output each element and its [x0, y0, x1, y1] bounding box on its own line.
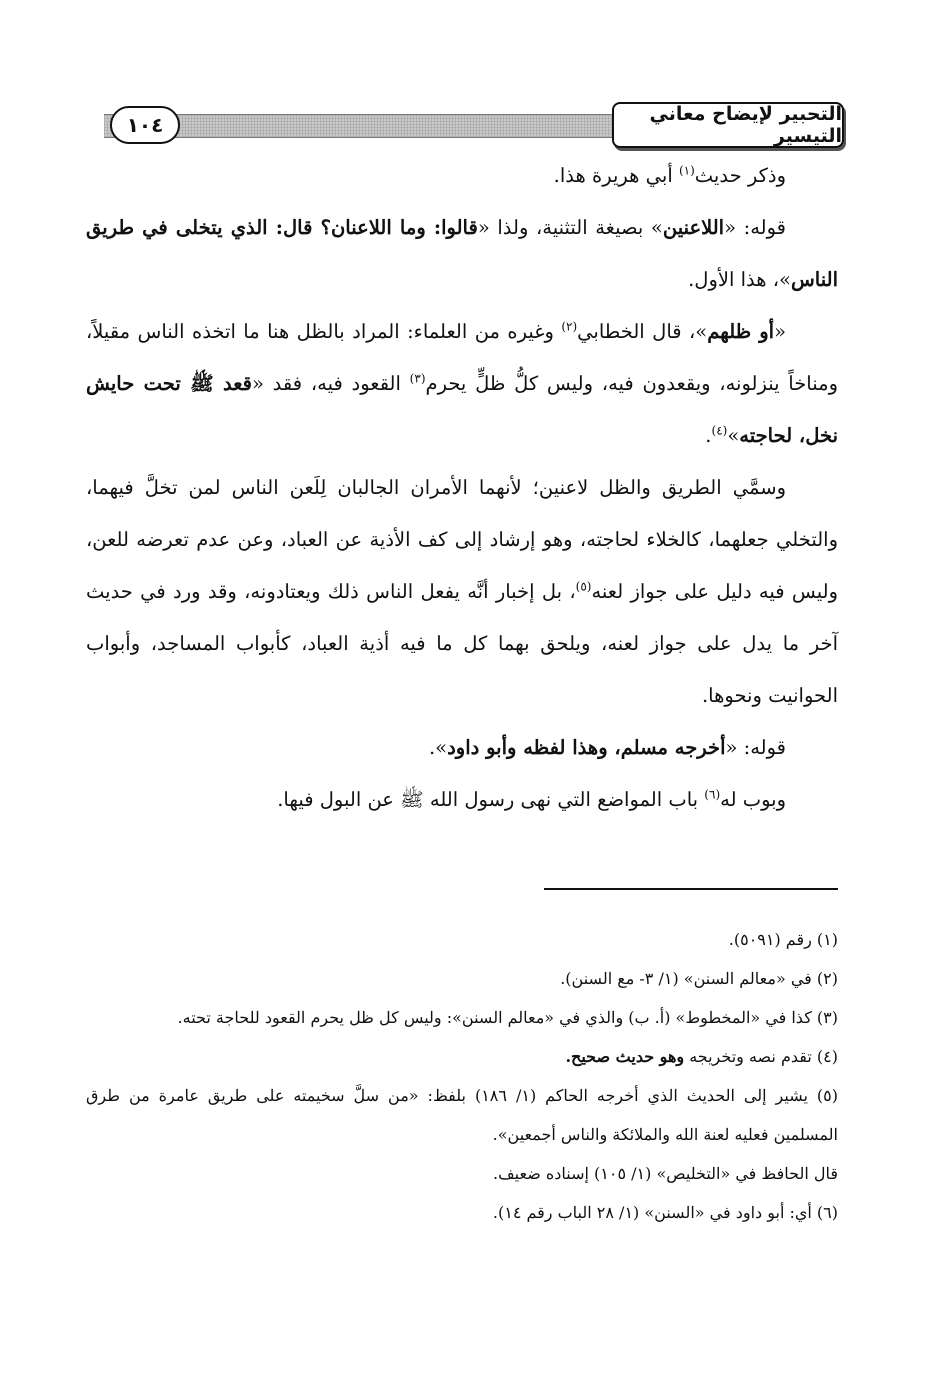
quoted-hadith: قالوا: وما اللاعنان؟ قال: الذي يتخلى في طريق الناس	[86, 216, 838, 291]
footnotes	[86, 920, 838, 1232]
footnote-separator	[544, 888, 838, 890]
footnote-ref-1: (١)	[678, 163, 695, 178]
text: »، هذا الأول.	[688, 268, 791, 291]
text: أبي هريرة هذا.	[553, 164, 679, 187]
text: »، قال الخطابي	[577, 320, 708, 343]
paragraph-1	[86, 150, 838, 202]
text: وبوب له	[720, 788, 786, 811]
quoted-hadith: قعد ﷺ تحت حايش نخل، لحاجته	[86, 372, 838, 447]
text: وسمَّي الطريق والظل لاعنين؛ لأنهما الأمران الجالبان لِلَعن الناس لمن تخلَّ فيهما، والتخلي جعلهما، كالخلاء لحاجته، وهو إرشاد إلى كف الأذية عن العباد، وعن عدم تعرضه للعن، وليس فيه دليل على جواز لعنه	[86, 476, 838, 603]
text: (٤) تقدم نصه وتخريجه	[684, 1047, 838, 1066]
text: «	[774, 320, 786, 343]
paragraph-3	[86, 306, 838, 462]
text: باب المواضع التي نهى رسول الله ﷺ عن البول فيها.	[277, 788, 705, 811]
text: وذكر حديث	[694, 164, 786, 187]
page-header	[84, 100, 844, 152]
header-decorative-band	[104, 114, 614, 138]
text: وغيره من العلماء: المراد بالظل هنا ما اتخذه الناس مقيلاً، ومناخاً ينزلونه، ويقعدون فيه، وليس كلُّ ظلٍّ يحرم	[86, 320, 838, 395]
paragraph-2	[86, 202, 838, 306]
footnote-5-continuation: قال الحافظ في «التخليص» (١/ ١٠٥) إسناده ضعيف.	[493, 1164, 838, 1183]
text: قوله: «	[724, 216, 786, 239]
footnote-6: (٦) أي: أبو داود في «السنن» (١/ ٢٨ الباب رقم ١٤).	[492, 1203, 838, 1222]
footnote-5: (٥) يشير إلى الحديث الذي أخرجه الحاكم (١/ ١٨٦) بلفظ: «من سلَّ سخيمته على طريق عامرة من طرق المسلمين فعليه لعنة الله والملائكة والناس أجمعين».	[86, 1086, 839, 1144]
quoted-term: أو ظلهم	[707, 320, 775, 343]
text: القعود فيه، فقد «	[251, 372, 410, 395]
footnote-ref-5: (٥)	[575, 579, 592, 594]
page-number: ١٠٤	[110, 106, 180, 144]
footnote-4	[86, 1037, 838, 1076]
text: قوله: «	[725, 736, 786, 759]
footnote-3: (٣) كذا في «المخطوط» (أ. ب) والذي في «معالم السنن»: وليس كل ظل يحرم القعود للحاجة تحته.	[177, 1008, 838, 1027]
quoted-source: أخرجه مسلم، وهذا لفظه وأبو داود	[447, 736, 726, 759]
text: .	[705, 424, 712, 447]
footnote-ref-3: (٣)	[409, 371, 426, 386]
paragraph-6	[86, 774, 838, 826]
footnote-ref-2: (٢)	[561, 319, 578, 334]
footnote-ref-6: (٦)	[704, 787, 721, 802]
footnote-2: (٢) في «معالم السنن» (١/ ٣- مع السنن).	[560, 969, 838, 988]
footnote-1: (١) رقم (٥٠٩١).	[728, 930, 838, 949]
paragraph-5	[86, 722, 838, 774]
text: ».	[428, 736, 448, 759]
paragraph-4	[86, 462, 838, 722]
quoted-term: اللاعنين	[662, 216, 725, 239]
main-text	[86, 150, 838, 826]
text: » بصيغة التثنية، ولذا «	[477, 216, 663, 239]
footnote-ref-4: (٤)	[711, 423, 728, 438]
book-title: التحبير لإيضاح معاني التيسير	[612, 102, 844, 148]
text: »	[727, 424, 740, 447]
text: ، بل إخبار أنَّه يفعل الناس ذلك ويعتادونه، وقد ورد في حديث آخر ما يدل على جواز لعنه، ويلحق بهما كل ما فيه أذية العباد، كأبواب المساجد، وأبواب الحوانيت ونحوها.	[86, 580, 838, 707]
grading: وهو حديث صحيح.	[565, 1047, 685, 1066]
